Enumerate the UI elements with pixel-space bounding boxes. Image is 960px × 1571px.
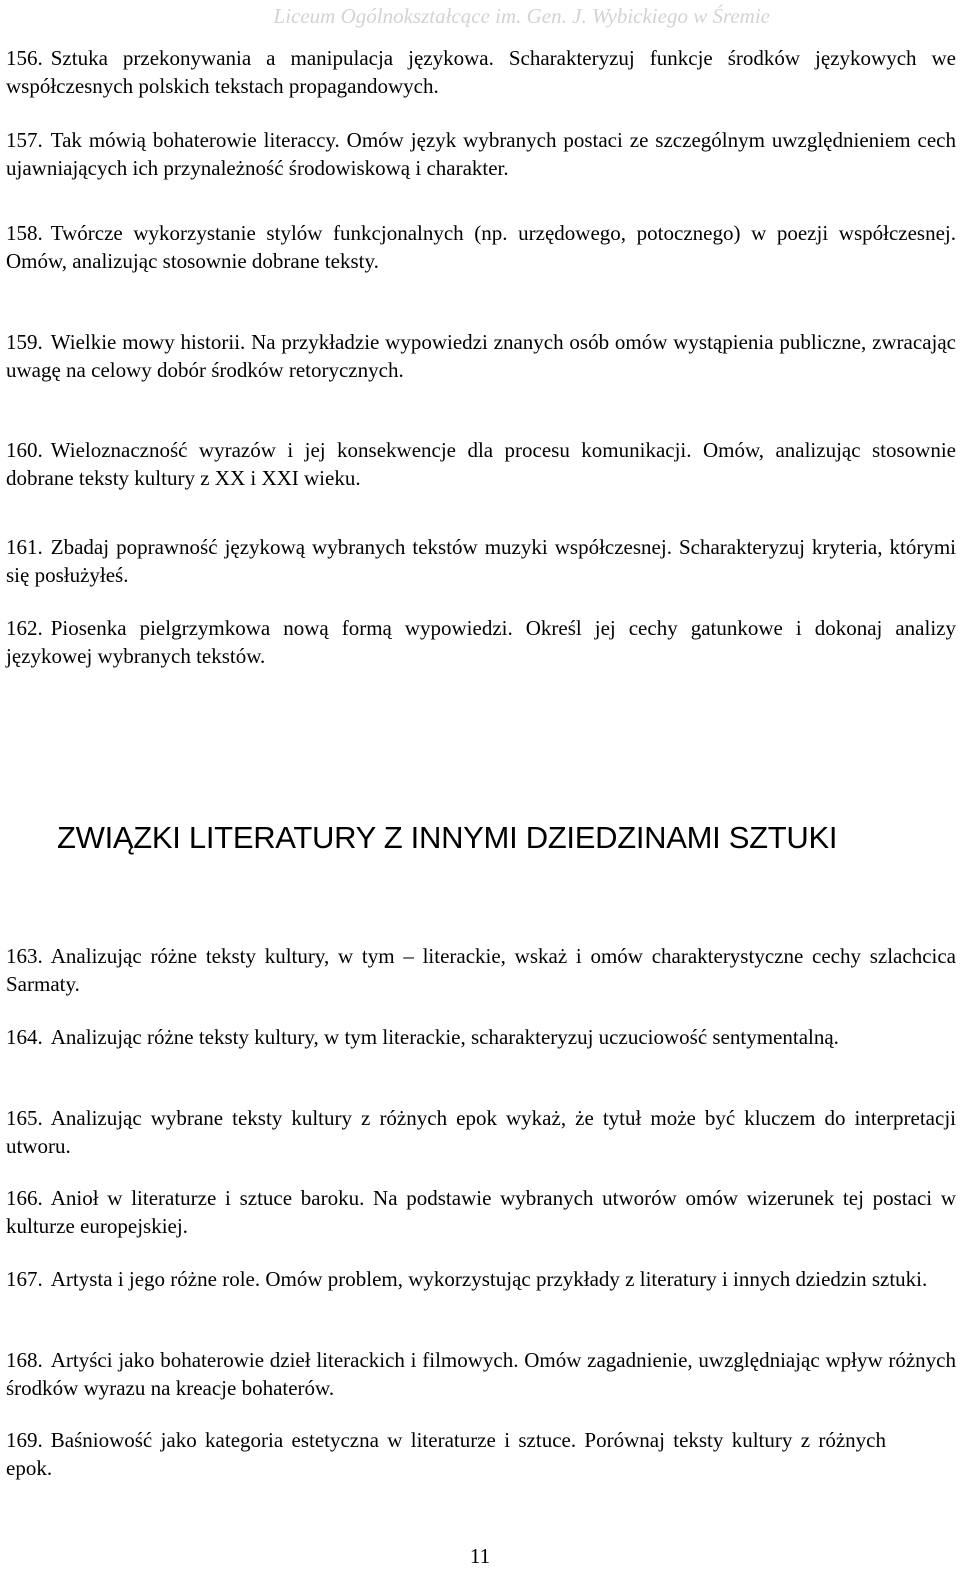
topic-text: Analizując różne teksty kultury, w tym literackie, scharakteryzuj uczuciowość sentymentalną. — [50, 1025, 839, 1049]
topic-text: Piosenka pielgrzymkowa nową formą wypowiedzi. Określ jej cechy gatunkowe i dokonaj analizy językowej wybranych tekstów. — [6, 616, 956, 668]
page-header: Liceum Ogólnokształcące im. Gen. J. Wybickiego w Śremie — [273, 4, 770, 28]
topic-item — [6, 533, 956, 589]
section-title: ZWIĄZKI LITERATURY Z INNYMI DZIEDZINAMI SZTUKI — [57, 820, 838, 855]
topic-item — [6, 1346, 956, 1402]
topic-number: 158. — [6, 221, 43, 245]
topic-number: 163. — [6, 944, 43, 968]
topic-number: 168. — [6, 1348, 43, 1372]
topic-number: 156. — [6, 46, 43, 70]
topic-number: 165. — [6, 1106, 43, 1130]
topic-item — [6, 44, 956, 100]
topic-number: 160. — [6, 438, 43, 462]
topic-number: 162. — [6, 616, 43, 640]
topic-text: Analizując różne teksty kultury, w tym – literackie, wskaż i omów charakterystyczne cechy szlachcica Sarmaty. — [6, 944, 956, 996]
topic-item — [6, 1265, 956, 1293]
topic-text: Artysta i jego różne role. Omów problem, wykorzystując przykłady z literatury i innych dziedzin sztuki. — [50, 1267, 928, 1291]
topic-text: Twórcze wykorzystanie stylów funkcjonalnych (np. urzędowego, potocznego) w poezji współczesnej. Omów, analizując stosownie dobrane teksty. — [6, 221, 956, 273]
topic-text: Artyści jako bohaterowie dzieł literackich i filmowych. Omów zagadnienie, uwzględniając wpływ różnych środków wyrazu na kreacje bohaterów. — [6, 1348, 956, 1400]
topic-item — [6, 942, 956, 998]
topic-number: 161. — [6, 535, 43, 559]
topic-text: Analizując wybrane teksty kultury z różnych epok wykaż, że tytuł może być kluczem do interpretacji utworu. — [6, 1106, 956, 1158]
topic-item — [6, 614, 956, 670]
topic-text: Wieloznaczność wyrazów i jej konsekwencje dla procesu komunikacji. Omów, analizując stosownie dobrane teksty kultury z XX i XXI wieku. — [6, 438, 956, 490]
topic-text: Wielkie mowy historii. Na przykładzie wypowiedzi znanych osób omów wystąpienia publiczne, zwracając uwagę na celowy dobór środków retorycznych. — [6, 330, 956, 382]
topic-number: 166. — [6, 1186, 43, 1210]
topic-item — [6, 1104, 956, 1160]
topic-text: Anioł w literaturze i sztuce baroku. Na podstawie wybranych utworów omów wizerunek tej postaci w kulturze europejskiej. — [6, 1186, 956, 1238]
topic-item — [6, 328, 956, 384]
topic-number: 167. — [6, 1267, 43, 1291]
topic-item — [6, 1023, 956, 1051]
topic-item — [6, 219, 956, 275]
topic-number: 164. — [6, 1025, 43, 1049]
topic-number: 157. — [6, 128, 43, 152]
topic-text: Tak mówią bohaterowie literaccy. Omów język wybranych postaci ze szczególnym uwzględnieniem cech ujawniających ich przynależność środowiskową i charakter. — [6, 128, 956, 180]
topic-item — [6, 436, 956, 492]
topic-item — [6, 1184, 956, 1240]
topic-item — [6, 126, 956, 182]
topic-number: 169. — [6, 1428, 43, 1452]
topic-text: Zbadaj poprawność językową wybranych tekstów muzyki współczesnej. Scharakteryzuj kryteria, którymi się posłużyłeś. — [6, 535, 956, 587]
page-number: 11 — [469, 1544, 491, 1568]
topic-text: Baśniowość jako kategoria estetyczna w literaturze i sztuce. Porównaj teksty kultury z różnych epok. — [6, 1428, 886, 1480]
topic-number: 159. — [6, 330, 43, 354]
topic-item — [6, 1426, 886, 1482]
topic-text: Sztuka przekonywania a manipulacja językowa. Scharakteryzuj funkcje środków językowych we współczesnych polskich tekstach propagandowych. — [6, 46, 956, 98]
